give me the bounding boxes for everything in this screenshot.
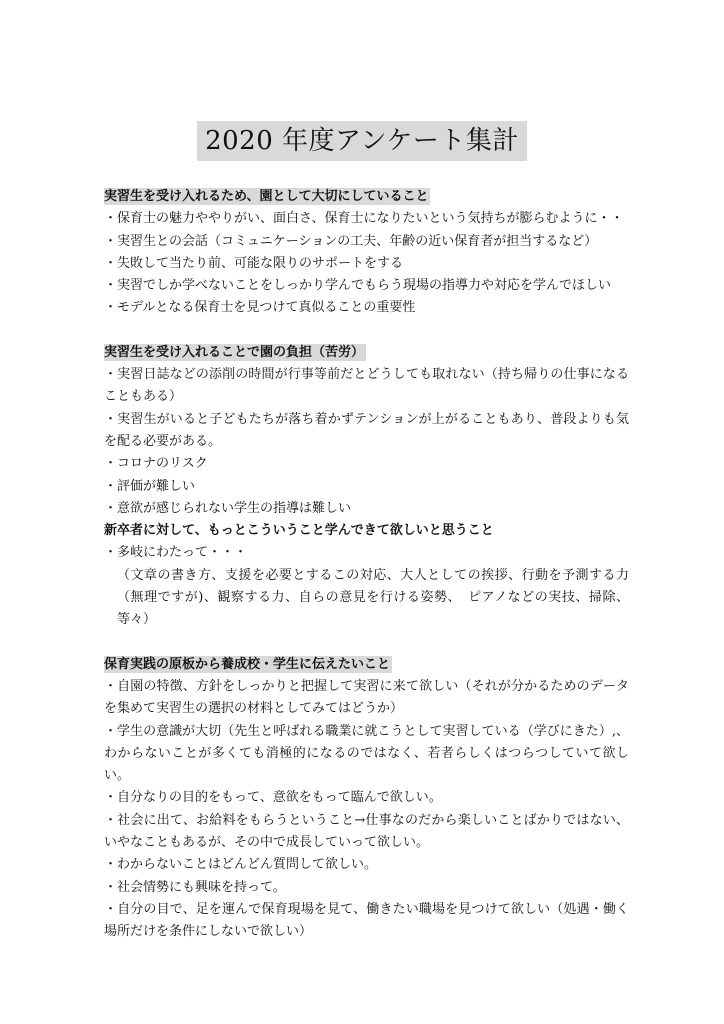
list-item: ・社会情勢にも興味を持って。 [104, 879, 286, 895]
section-heading-4-text: 保育実践の原板から養成校・学生に伝えたいこと [104, 656, 391, 672]
list-item: ・実習日誌などの添削の時間が行事等前だとどうしても取れない（持ち帰りの仕事になることもある） [104, 367, 629, 405]
section-heading-3 [104, 520, 629, 542]
list-item: ・評価が難しい [104, 478, 196, 494]
list-item: ・実習生がいると子どもたちが落ち着かずテンションが上がることもあり、普段よりも気を配る必要がある。 [104, 411, 629, 449]
section-heading-2 [104, 342, 629, 364]
list-item: ・失敗して当たり前、可能な限りのサポートをする [104, 255, 404, 271]
list-item: ・わからないことはどんどん質問して欲しい。 [104, 857, 378, 873]
list-item: ・社会に出て、お給料をもらうということ→仕事なのだから楽しいことばかりではない、いやなこともあるが、その中で成長していって欲しい。 [104, 812, 629, 851]
section-heading-4 [104, 654, 629, 676]
document-body [104, 186, 629, 944]
list-item: ・多岐にわたって・・・ [104, 545, 248, 561]
section-heading-3-text: 新卒者に対して、もっとこういうこと学んできて欲しいと思うこと [104, 523, 494, 539]
section-heading-1 [104, 186, 629, 208]
title-container [0, 121, 724, 161]
spacer [104, 320, 629, 342]
list-item: ・モデルとなる保育士を見つけて真似ることの重要性 [104, 300, 416, 316]
list-item: ・実習生との会話（コミュニケーションの工夫、年齢の近い保育者が担当するなど） [104, 233, 598, 249]
list-item: ・自分の目で、足を運んで保育現場を見て、働きたい職場を見つけて欲しい（処遇・働く場所だけを条件にしないで欲しい） [104, 901, 629, 940]
list-item: （文章の書き方、支援を必要とするこの対応、大人としての挨拶、行動を予測する力（無理ですが)、観察する力、自らの意見を行ける姿勢、 ピアノなどの実技、掃除、等々） [117, 567, 629, 628]
list-item: ・意欲が感じられない学生の指導は難しい [104, 500, 352, 516]
list-item: ・保育士の魅力ややりがい、面白さ、保育士になりたいという気持ちが膨らむように・・ [104, 211, 624, 227]
page-title: 2020 年度アンケート集計 [197, 121, 527, 161]
section-heading-2-text: 実習生を受け入れることで園の負担（苦労） [104, 344, 365, 360]
spacer [104, 632, 629, 654]
list-item: ・実習でしか学べないことをしっかり学んでもらう現場の指導力や対応を学んでほしい [104, 278, 612, 294]
list-item: ・自園の特徴、方針をしっかりと把握して実習に来て欲しい（それが分かるためのデータを集めて実習生の選択の材料としてみてはどうか） [104, 678, 629, 717]
section-heading-1-text: 実習生を受け入れるため、園として大切にしていること [104, 189, 429, 204]
list-item: ・学生の意識が大切（先生と呼ばれる職業に就こうとして実習している（学びにきた）,、わからないことが多くても消極的になるのではなく、若者らしくはつらつしていて欲しい。 [104, 723, 629, 784]
list-item: ・自分なりの目的をもって、意欲をもって臨んで欲しい。 [104, 790, 442, 806]
list-item: ・コロナのリスク [104, 456, 208, 472]
